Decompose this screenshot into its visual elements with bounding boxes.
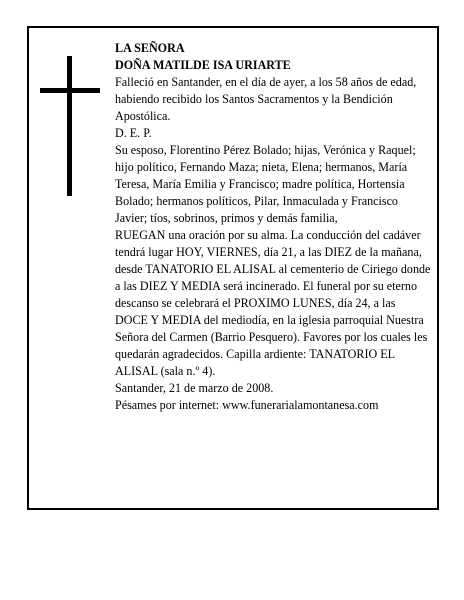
request-paragraph: RUEGAN una oración por su alma. La conducción del cadáver tendrá lugar HOY, VIERNES, día 21, a las DIEZ de la mañana, desde TANATORIO EL ALISAL al cementerio de Ciriego donde a las DIEZ Y MEDIA será incinerado. El funeral por su eterno descanso se celebrará el PROXIMO LUNES, día 24, a las DOCE Y MEDIA del mediodía, en la iglesia parroquial Nuestra Señora del Carmen (Barrio Pesquero). Favores por los cuales les quedarán agradecidos. Capilla ardiente: TANATORIO EL ALISAL (sala n.º 4). <box>115 228 431 378</box>
sacraments-line: habiendo recibido los Santos Sacramentos y la Bendición Apostólica. <box>115 92 393 123</box>
heading: LA SEÑORA <box>115 41 185 55</box>
death-line: Falleció en Santander, en el día de ayer, a los 58 años de edad, <box>115 75 417 89</box>
obituary-frame <box>27 26 439 510</box>
family-paragraph: Su esposo, Florentino Pérez Bolado; hijas, Verónica y Raquel; hijo político, Fernando Maza; nieta, Elena; hermanos, María Teresa, María Emilia y Francisco; madre política, Hortensia Bolado; hermanos políticos, Pilar, Inmaculada y Francisco Javier; tíos, sobrinos, primos y demás familia, <box>115 143 416 225</box>
web-line: Pésames por internet: www.funerarialamontanesa.com <box>115 398 379 412</box>
dep-line: D. E. P. <box>115 126 152 140</box>
date-line: Santander, 21 de marzo de 2008. <box>115 381 274 395</box>
cross-vertical-bar <box>67 56 72 196</box>
cross-horizontal-bar <box>40 88 100 93</box>
obituary-text <box>115 40 431 414</box>
deceased-name: DOÑA MATILDE ISA URIARTE <box>115 58 291 72</box>
